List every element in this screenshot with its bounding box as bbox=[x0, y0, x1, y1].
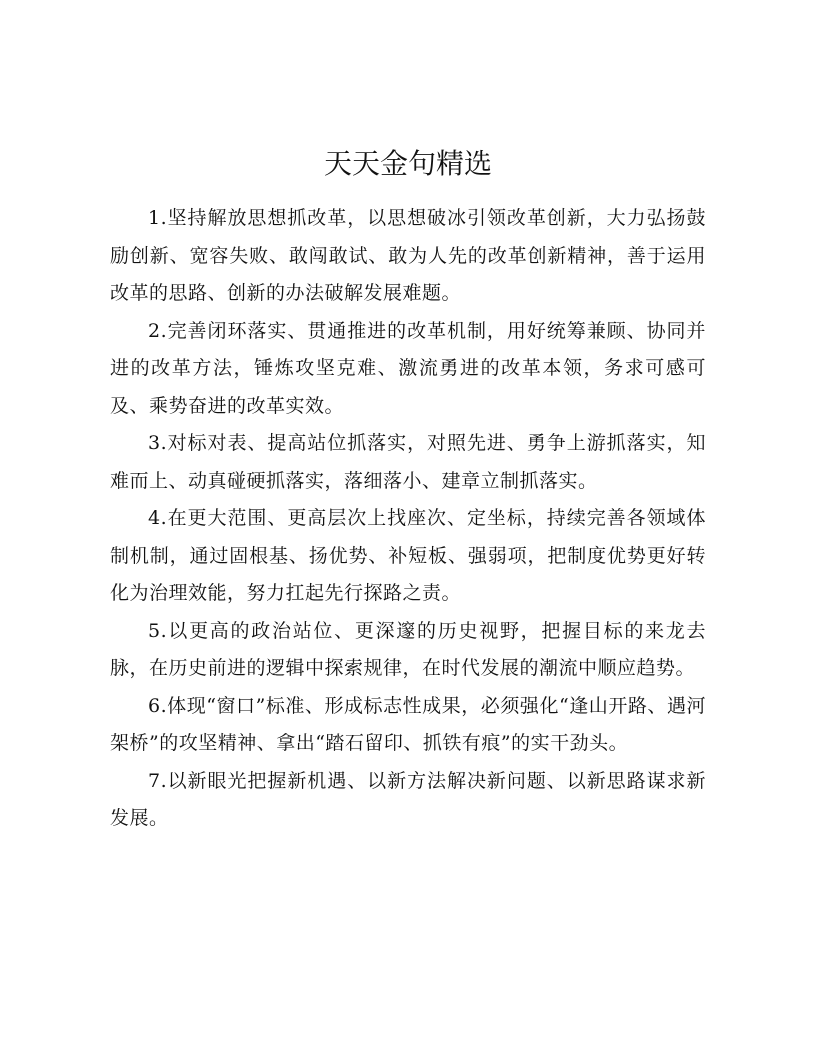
paragraph-5: 5.以更高的政治站位、更深邃的历史视野，把握目标的来龙去脉，在历史前进的逻辑中探索规律，在时代发展的潮流中顺应趋势。 bbox=[110, 619, 706, 679]
paragraph-1: 1.坚持解放思想抓改革，以思想破冰引领改革创新，大力弘扬鼓励创新、宽容失败、敢闯敢试、敢为人先的改革创新精神，善于运用改革的思路、创新的办法破解发展难题。 bbox=[110, 207, 706, 304]
paragraph-4: 4.在更大范围、更高层次上找座次、定坐标，持续完善各领域体制机制，通过固根基、扬优势、补短板、强弱项，把制度优势更好转化为治理效能，努力扛起先行探路之责。 bbox=[110, 507, 706, 604]
page-title: 天天金句精选 bbox=[323, 147, 492, 180]
paragraph-3: 3.对标对表、提高站位抓落实，对照先进、勇争上游抓落实，知难而上、动真碰硬抓落实，落细落小、建章立制抓落实。 bbox=[110, 432, 706, 492]
paragraph-2: 2.完善闭环落实、贯通推进的改革机制，用好统筹兼顾、协同并进的改革方法，锤炼攻坚克难、激流勇进的改革本领，务求可感可及、乘势奋进的改革实效。 bbox=[110, 319, 706, 417]
document-body bbox=[110, 200, 706, 838]
paragraph-6: 6.体现“窗口”标准、形成标志性成果，必须强化“逢山开路、遇河架桥”的攻坚精神、拿出“踏石留印、抓铁有痕”的实干劲头。 bbox=[110, 694, 706, 754]
paragraph-7: 7.以新眼光把握新机遇、以新方法解决新问题、以新思路谋求新发展。 bbox=[110, 769, 706, 829]
